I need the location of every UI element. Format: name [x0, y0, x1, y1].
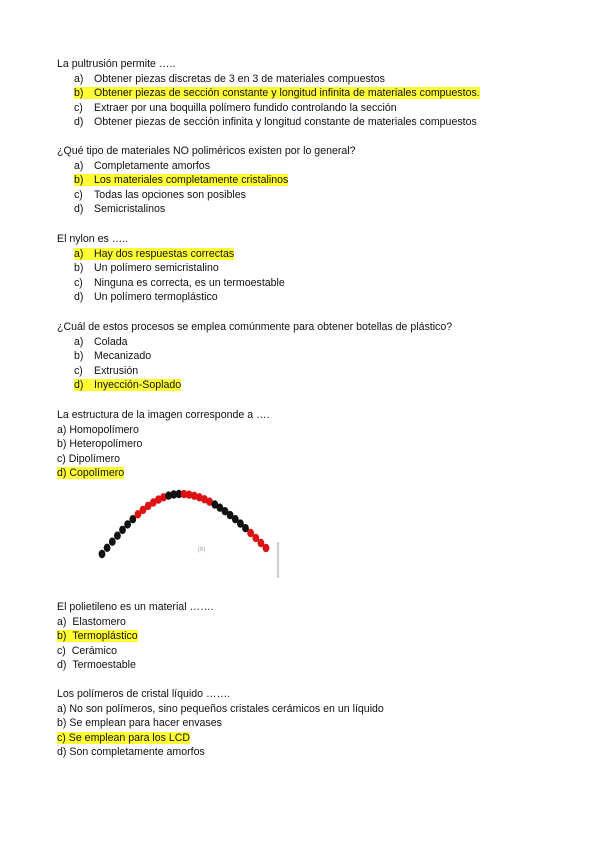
option-text: Se emplean para hacer envases [69, 717, 222, 730]
option-text: Se emplean para los LCD [68, 731, 191, 744]
option-letter: c) [74, 364, 83, 377]
option-letter: d) [74, 291, 84, 304]
option-letter: c) [57, 452, 66, 465]
option-letter: a) [74, 247, 84, 260]
option-text: Los materiales completamente cristalinos [94, 174, 289, 187]
question-title: Los polímeros de cristal líquido ……. [57, 688, 231, 700]
option-letter: b) [74, 262, 84, 275]
option-text: Heteropolímero [69, 438, 143, 451]
option-letter: a) [57, 423, 67, 436]
bead-black [109, 538, 116, 546]
question-title: El polietileno es un material ……. [57, 601, 214, 613]
question-title: La estructura de la imagen corresponde a …. [57, 409, 270, 421]
option-c-correct [57, 731, 384, 746]
option-c [57, 644, 214, 659]
option-text: Extrusión [94, 364, 139, 377]
question-title: El nylon es ….. [57, 233, 129, 245]
option-a [57, 423, 270, 438]
option-a [57, 615, 214, 630]
option-text: Son completamente amorfos [69, 746, 205, 759]
question-block [57, 57, 480, 130]
question-block [57, 687, 384, 760]
option-text: Extraer por una boquilla polímero fundido controlando la sección [94, 101, 397, 114]
option-letter: b) [74, 174, 84, 187]
option-d-correct [57, 378, 452, 393]
option-b [57, 437, 270, 452]
option-text: Obtener piezas discretas de 3 en 3 de materiales compuestos [94, 72, 385, 85]
bead-black [99, 550, 106, 558]
option-text: Homopolímero [69, 423, 139, 436]
option-letter: b) [57, 717, 67, 730]
option-b-correct [57, 173, 356, 188]
option-c [57, 276, 285, 291]
figure-label: (b) [198, 547, 206, 553]
option-b-correct [57, 86, 480, 101]
option-c [57, 188, 356, 203]
option-text: Un polímero semicristalino [94, 262, 219, 275]
option-c [57, 452, 270, 467]
option-text: Obtener piezas de sección infinita y longitud constante de materiales compuestos [94, 116, 477, 129]
option-letter: b) [57, 438, 67, 451]
option-a [57, 72, 480, 87]
option-letter: d) [74, 203, 84, 216]
option-letter: c) [57, 644, 66, 657]
option-d [57, 115, 480, 130]
option-d [57, 658, 214, 673]
option-a [57, 159, 356, 174]
option-letter: d) [57, 659, 67, 672]
option-d-correct [57, 466, 270, 481]
option-letter: a) [74, 335, 84, 348]
option-a [57, 335, 452, 350]
option-letter: a) [74, 72, 84, 85]
copolymer-chain-image [96, 484, 280, 580]
option-text: Colada [94, 335, 128, 348]
option-b-correct [57, 629, 214, 644]
option-letter: d) [74, 379, 84, 392]
option-letter: c) [57, 731, 66, 744]
option-text: Termoplástico [72, 630, 138, 643]
option-letter: d) [57, 746, 67, 759]
option-text: Un polímero termoplástico [94, 291, 218, 304]
bead-black [114, 532, 121, 540]
question-title: ¿Cuál de estos procesos se emplea comúnmente para obtener botellas de plástico? [57, 321, 453, 333]
option-b [57, 349, 452, 364]
question-block [57, 232, 285, 305]
option-letter: a) [57, 702, 67, 715]
question-block [57, 320, 452, 393]
option-b [57, 716, 384, 731]
option-text: Semicristalinos [94, 203, 166, 216]
bead-black [119, 526, 126, 534]
option-b [57, 261, 285, 276]
option-c [57, 101, 480, 116]
question-title: ¿Qué tipo de materiales NO poliméricos existen por lo general? [57, 145, 356, 157]
bead-red [263, 544, 270, 552]
option-text: Termoestable [72, 659, 136, 672]
option-text: Todas las opciones son posibles [94, 188, 246, 201]
option-a [57, 702, 384, 717]
option-text: Elastomero [72, 615, 126, 628]
option-d [57, 290, 285, 305]
option-letter: a) [74, 159, 84, 172]
option-text: Ninguna es correcta, es un termoestable [94, 276, 285, 289]
option-letter: b) [74, 87, 84, 100]
option-text: Hay dos respuestas correctas [94, 247, 235, 260]
option-letter: b) [74, 350, 84, 363]
option-text: Inyección-Soplado [94, 379, 182, 392]
option-letter: a) [57, 615, 67, 628]
option-letter: b) [57, 630, 67, 643]
bead-black [104, 544, 111, 552]
option-text: Completamente amorfos [94, 159, 210, 172]
option-text: Copolímero [69, 467, 125, 480]
option-letter: d) [57, 467, 67, 480]
option-a-correct [57, 247, 285, 262]
option-text: Obtener piezas de sección constante y longitud infinita de materiales compuestos. [94, 87, 480, 100]
question-block [57, 408, 270, 481]
option-d [57, 745, 384, 760]
question-block [57, 600, 214, 673]
question-block [57, 144, 356, 217]
option-d [57, 202, 356, 217]
option-text: No son polímeros, sino pequeños cristales cerámicos en un líquido [69, 702, 384, 715]
option-letter: c) [74, 101, 83, 114]
question-title: La pultrusión permite ….. [57, 58, 176, 70]
option-letter: c) [74, 276, 83, 289]
option-text: Mecanizado [94, 350, 152, 363]
option-letter: c) [74, 188, 83, 201]
option-text: Cerámico [71, 644, 118, 657]
copolymer-figure [96, 484, 280, 580]
option-c [57, 364, 452, 379]
option-text: Dipolímero [68, 452, 121, 465]
option-letter: d) [74, 116, 84, 129]
